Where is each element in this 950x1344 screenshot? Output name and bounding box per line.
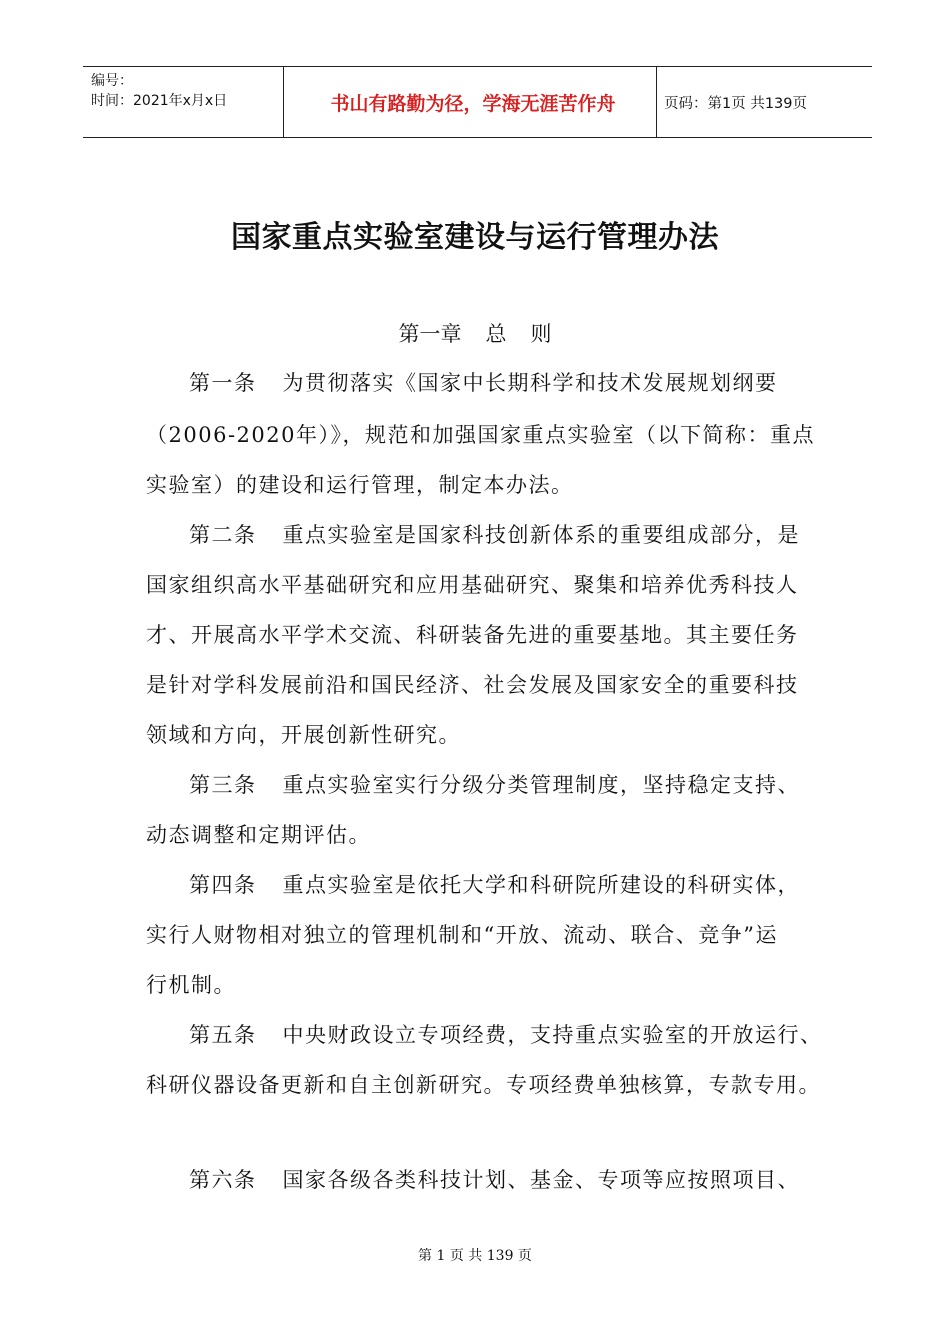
body-text: 为贯彻落实《国家中长期科学和技术发展规划纲要 [282, 371, 778, 395]
body-text: 领域和方向，开展创新性研究。 [146, 723, 461, 747]
body-text: 中央财政设立专项经费，支持重点实验室的开放运行、 [282, 1023, 823, 1047]
article-label: 第三条 [189, 773, 257, 797]
body-text-line [146, 720, 461, 750]
header-divider [283, 67, 284, 137]
body-text: 实行人财物相对独立的管理机制和“开放、流动、联合、竞争”运 [146, 923, 778, 947]
body-text: 实验室）的建设和运行管理，制定本办法。 [146, 473, 574, 497]
body-text: 重点实验室实行分级分类管理制度，坚持稳定支持、 [282, 773, 800, 797]
document-number-label: 编号： [91, 73, 133, 89]
body-text: （2006-2020年）》，规范和加强国家重点实验室（以下简称：重点 [146, 423, 815, 447]
page-footer: 第 1 页 共 139 页 [418, 1248, 532, 1264]
chapter-heading [0, 318, 950, 348]
article-label: 第六条 [189, 1168, 257, 1192]
article-label: 第四条 [189, 873, 257, 897]
article-first-line [189, 368, 778, 398]
chapter-number: 第一章 [398, 322, 462, 346]
chapter-name-part: 总 [485, 322, 507, 346]
header-page-info: 页码：第1页 共139页 [664, 95, 808, 112]
body-text-line [146, 470, 574, 500]
body-text-line [146, 670, 799, 700]
body-text: 重点实验室是依托大学和科研院所建设的科研实体， [282, 873, 800, 897]
body-text-line [146, 620, 799, 650]
body-text-line [146, 970, 236, 1000]
body-text: 才、开展高水平学术交流、科研装备先进的重要基地。其主要任务 [146, 623, 799, 647]
page-header [83, 66, 872, 138]
article-label: 第五条 [189, 1023, 257, 1047]
body-text: 是针对学科发展前沿和国民经济、社会发展及国家安全的重要科技 [146, 673, 799, 697]
article-first-line [189, 1020, 823, 1050]
body-text-line [146, 1070, 821, 1100]
body-text-line [146, 820, 371, 850]
article-label: 第一条 [189, 371, 257, 395]
document-title: 国家重点实验室建设与运行管理办法 [231, 220, 719, 255]
body-text: 重点实验室是国家科技创新体系的重要组成部分，是 [282, 523, 800, 547]
article-first-line [189, 1165, 800, 1195]
body-text: 国家各级各类科技计划、基金、专项等应按照项目、 [282, 1168, 800, 1192]
article-first-line [189, 870, 800, 900]
article-first-line [189, 770, 800, 800]
body-text-line [146, 420, 815, 450]
chapter-name-part: 则 [530, 322, 552, 346]
body-text: 动态调整和定期评估。 [146, 823, 371, 847]
document-date: 时间：2021年x月x日 [91, 93, 228, 109]
body-text-line [146, 920, 778, 950]
header-meta [91, 71, 227, 111]
body-text: 行机制。 [146, 973, 236, 997]
article-label: 第二条 [189, 523, 257, 547]
header-motto: 书山有路勤为径，学海无涯苦作舟 [330, 92, 616, 115]
body-text: 国家组织高水平基础研究和应用基础研究、聚集和培养优秀科技人 [146, 573, 799, 597]
body-text: 科研仪器设备更新和自主创新研究。专项经费单独核算，专款专用。 [146, 1073, 821, 1097]
article-first-line [189, 520, 800, 550]
body-text-line [146, 570, 799, 600]
